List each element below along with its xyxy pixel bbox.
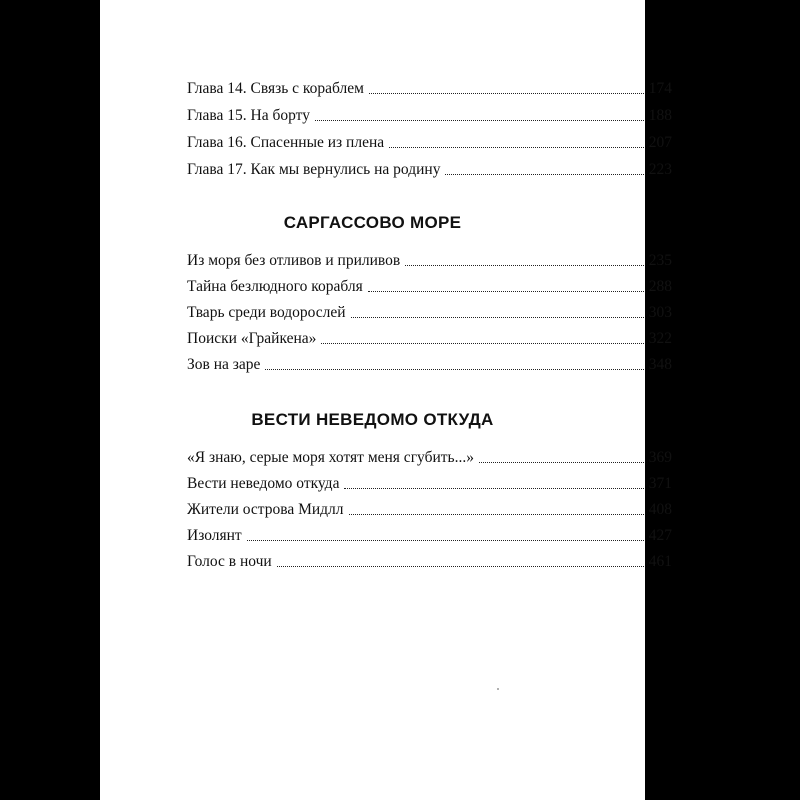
toc-entry-page: 427 xyxy=(648,527,672,544)
toc-entry-news-3 xyxy=(187,498,672,522)
toc-entry-sargasso-4 xyxy=(187,327,672,351)
dot-leader xyxy=(349,514,644,515)
toc-entry-title: Поиски «Грайкена» xyxy=(187,330,317,347)
toc-entry-chapter-16 xyxy=(187,131,672,155)
toc-entry-chapter-17 xyxy=(187,158,672,182)
dot-leader xyxy=(389,147,644,148)
toc-entry-title: Вести неведомо откуда xyxy=(187,475,340,492)
toc-entry-page: 461 xyxy=(648,553,672,570)
dot-leader xyxy=(405,265,644,266)
toc-entry-chapter-14 xyxy=(187,77,672,101)
book-page xyxy=(100,0,672,800)
dot-leader xyxy=(265,369,643,370)
toc-entry-news-5 xyxy=(187,550,672,574)
toc-entry-news-4 xyxy=(187,524,672,548)
dot-leader xyxy=(368,291,644,292)
toc-entry-page: 223 xyxy=(648,161,672,178)
toc-entry-page: 174 xyxy=(648,80,672,97)
toc-entry-page: 322 xyxy=(648,330,672,347)
toc-entry-title: «Я знаю, серые моря хотят меня сгубить...» xyxy=(187,449,474,466)
dot-leader xyxy=(321,343,643,344)
dot-leader xyxy=(479,462,644,463)
toc-entry-title: Изолянт xyxy=(187,527,242,544)
toc-entry-chapter-15 xyxy=(187,104,672,128)
toc-entry-page: 303 xyxy=(648,304,672,321)
toc-entry-title: Жители острова Мидлл xyxy=(187,501,344,518)
dot-leader xyxy=(369,93,644,94)
toc-entry-title: Тайна безлюдного корабля xyxy=(187,278,363,295)
toc-entry-sargasso-5 xyxy=(187,353,672,377)
toc-entry-title: Глава 16. Спасенные из плена xyxy=(187,134,385,151)
section-heading-sargasso: САРГАССОВО МОРЕ xyxy=(283,213,462,232)
toc-entry-page: 188 xyxy=(648,107,672,124)
dot-leader xyxy=(445,174,643,175)
toc-entry-title: Глава 15. На борту xyxy=(187,107,310,124)
toc-entry-page: 207 xyxy=(648,134,672,151)
toc-entry-title: Из моря без отливов и приливов xyxy=(187,252,401,269)
toc-entry-news-2 xyxy=(187,472,672,496)
toc-entry-sargasso-1 xyxy=(187,249,672,273)
toc-entry-page: 288 xyxy=(648,278,672,295)
dot-leader xyxy=(315,120,644,121)
toc-entry-title: Голос в ночи xyxy=(187,553,272,570)
dot-leader xyxy=(351,317,644,318)
dot-leader xyxy=(277,566,644,567)
dot-leader xyxy=(247,540,644,541)
toc-entry-news-1 xyxy=(187,446,672,470)
toc-entry-page: 348 xyxy=(648,356,672,373)
section-heading-news: ВЕСТИ НЕВЕДОМО ОТКУДА xyxy=(251,410,494,429)
paper-speck xyxy=(497,688,499,690)
toc-entry-title: Глава 17. Как мы вернулись на родину xyxy=(187,161,441,178)
toc-entry-page: 235 xyxy=(648,252,672,269)
toc-entry-sargasso-3 xyxy=(187,301,672,325)
toc-entry-title: Глава 14. Связь с кораблем xyxy=(187,80,364,97)
toc-entry-title: Зов на заре xyxy=(187,356,261,373)
toc-entry-page: 369 xyxy=(648,449,672,466)
toc-entry-page: 408 xyxy=(648,501,672,518)
toc-entry-title: Тварь среди водорослей xyxy=(187,304,346,321)
toc-entry-page: 371 xyxy=(648,475,672,492)
dot-leader xyxy=(344,488,643,489)
toc-entry-sargasso-2 xyxy=(187,275,672,299)
